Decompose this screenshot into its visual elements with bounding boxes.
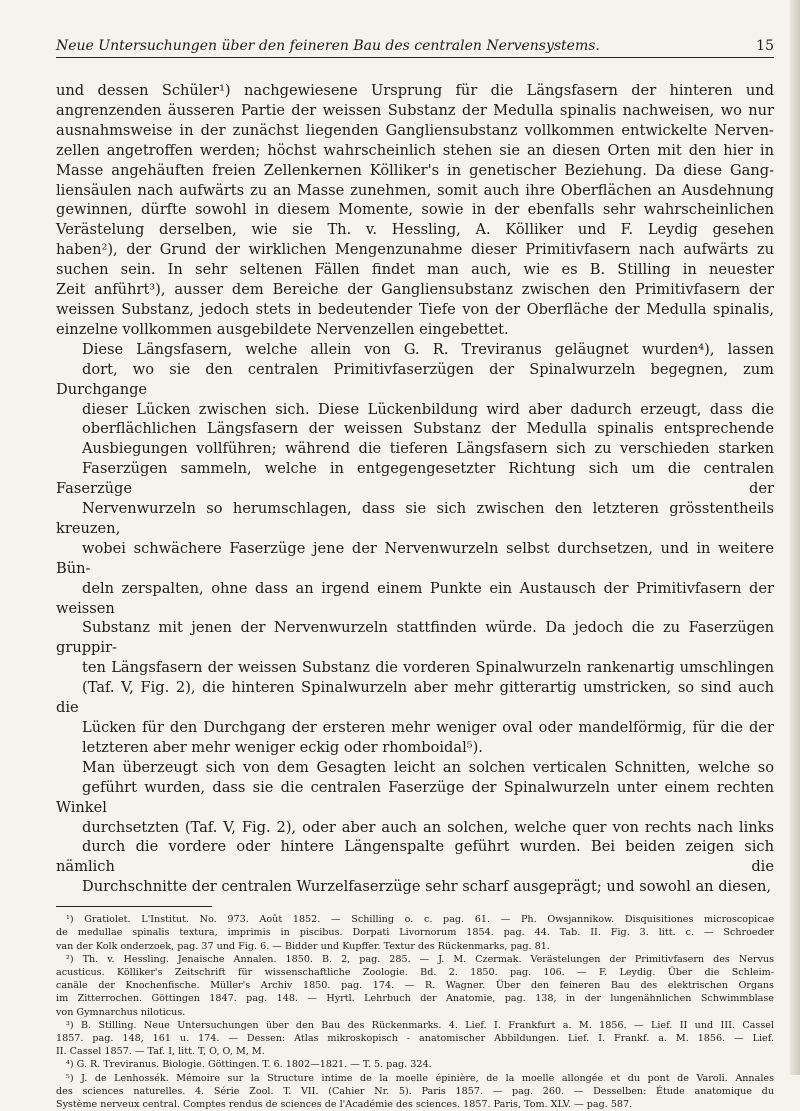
text-line: Lücken für den Durchgang der ersteren mehr weniger oval oder mandelförmig, für die der: [82, 719, 774, 736]
text-line: Zeit anführt³), ausser dem Bereiche der Gangliensubstanz zwischen den Primitivfasern der: [56, 281, 774, 299]
text-line: geführt wurden, dass sie die centralen Faserzüge der Spinalwurzeln unter einem rechten Winkel: [56, 778, 774, 816]
body-text: [56, 81, 774, 897]
text-line: Faserzügen sammeln, welche in entgegengesetzter Richtung sich um die centralen Faserzüge der: [56, 460, 774, 498]
footnote: [56, 1019, 774, 1059]
text-line: Man überzeugt sich von dem Gesagten leicht an solchen verticalen Schnitten, welche so: [82, 758, 774, 776]
footnote-line: van der Kolk onderzoek, pag. 37 und Fig. 6. — Bidder und Kupffer. Textur des Rückenmarks, pag. 81.: [56, 940, 550, 952]
text-line: (Taf. V, Fig. 2), die hinteren Spinalwurzeln aber mehr gitterartig umstricken, so sind auch die: [56, 679, 774, 717]
text-line: letzteren aber mehr weniger eckig oder rhomboidal⁵).: [82, 738, 483, 756]
footnote-line: von Gymnarchus niloticus.: [56, 1006, 186, 1018]
footnote-rule: [56, 906, 212, 907]
footnote-line: ¹) Gratiolet. L'Institut. No. 973. Août 1852. — Schilling o. c. pag. 61. — Ph. Owsjannikow. Disquisitiones microscopicae: [66, 914, 774, 926]
footnote-line: 1857. pag. 148, 161 u. 174. — Dessen: Atlas mikroskopisch - anatomischer Abbildungen. Lief. I. Frankf. a. M. 1856. — Lief.: [56, 1032, 774, 1044]
page-number: 15: [756, 38, 774, 54]
text-line: Verästelung derselben, wie sie Th. v. Hessling, A. Kölliker und F. Leydig gesehen: [56, 221, 774, 239]
text-line: durchsetzten (Taf. V, Fig. 2), oder aber auch an solchen, welche quer von rechts nach links: [82, 818, 774, 836]
footnote-line: de medullae spinalis textura, imprimis in piscibus. Dorpati Livornorum 1854. pag. 44. Tab. II. Fig. 3. litt. c. — Schroeder: [56, 927, 774, 939]
footnote-line: ³) B. Stilling. Neue Untersuchungen über den Bau des Rückenmarks. 4. Lief. I. Frankfurt a. M. 1856. — Lief. II und III. Cassel: [66, 1019, 774, 1031]
footnote-line: ⁵) J. de Lenhossék. Mémoire sur la Structure intime de la moelle épinière, de la moelle allongée et du pont de Varoli. Annales: [66, 1072, 774, 1084]
text-line: gewinnen, dürfte sowohl in diesem Momente, sowie in der ebenfalls sehr wahrscheinlichen: [56, 201, 774, 219]
running-head: [56, 38, 774, 58]
text-line: ausnahmsweise in der zunächst liegenden Gangliensubstanz vollkommen entwickelte Nerven-: [56, 121, 774, 139]
footnote-line: Système nerveux central. Comptes rendus de sciences de l'Académie des sciences. 1857. Paris, Tom. XLV. — pag. 587.: [56, 1099, 633, 1110]
footnote-line: canäle der Knochenfische. Müller's Archiv 1850. pag. 174. — R. Wagner. Über den feineren Bau des elektrischen Organs: [56, 980, 774, 992]
page-edge-shadow: [790, 0, 800, 1075]
text-line: Masse angehäuften freien Zellenkernen Kölliker's in genetischer Beziehung. Da diese Gang-: [56, 161, 774, 179]
paragraph: [56, 340, 774, 758]
footnote: [56, 913, 774, 953]
text-line: einzelne vollkommen ausgebildete Nervenzellen eingebettet.: [56, 320, 509, 338]
page: [56, 38, 774, 1111]
text-line: oberflächlichen Längsfasern der weissen Substanz der Medulla spinalis entsprechende: [82, 420, 774, 438]
text-line: liensäulen nach aufwärts zu an Masse zunehmen, somit auch ihre Oberflächen an Ausdehnung: [56, 181, 774, 199]
text-line: Ausbiegungen vollführen; während die tieferen Längsfasern sich zu verschieden starken: [82, 440, 774, 458]
text-line: zellen angetroffen werden; höchst wahrscheinlich stehen sie an diesen Orten mit den hier in: [56, 141, 774, 159]
text-line: ten Längsfasern der weissen Substanz die vorderen Spinalwurzeln rankenartig umschlingen: [82, 659, 774, 677]
footnote: [56, 1058, 774, 1071]
paragraph: [56, 81, 774, 340]
text-line: Durchschnitte der centralen Wurzelfaserzüge sehr scharf ausgeprägt; und sowohl an diesen,: [82, 878, 772, 896]
text-line: Substanz mit jenen der Nervenwurzeln stattfinden würde. Da jedoch die zu Faserzügen gruppir-: [56, 619, 774, 657]
text-line: dieser Lücken zwischen sich. Diese Lückenbildung wird aber dadurch erzeugt, dass die: [82, 400, 774, 418]
footnote-line: II. Cassel 1857. — Taf. I, litt. T, O, O, M, M.: [56, 1046, 265, 1058]
footnote: [56, 953, 774, 1019]
text-line: dort, wo sie den centralen Primitivfaserzügen der Spinalwurzeln begegnen, zum Durchgange: [56, 360, 774, 398]
text-line: durch die vordere oder hintere Längenspalte geführt wurden. Bei beiden zeigen sich nämlich die: [56, 838, 774, 876]
footnote-line: ²) Th. v. Hessling. Jenaische Annalen. 1850. B. 2, pag. 285. — J. M. Czermak. Verästelungen der Primitivfasern des Nervus: [66, 953, 774, 965]
running-title: Neue Untersuchungen über den feineren Bau des centralen Nervensystems.: [56, 38, 600, 54]
text-line: deln zerspalten, ohne dass an irgend einem Punkte ein Austausch der Primitivfasern der weissen: [56, 579, 774, 617]
text-line: angrenzenden äusseren Partie der weissen Substanz der Medulla spinalis nachweisen, wo nur: [56, 101, 774, 119]
footnotes: [56, 913, 774, 1111]
text-line: und dessen Schüler¹) nachgewiesene Ursprung für die Längsfasern der hinteren und: [56, 82, 774, 99]
footnote-line: des sciences naturelles. 4. Série Zool. T. VII. (Cahier Nr. 5). Paris 1857. — pag. 260. — Desselben: Étude anatomique du: [56, 1085, 774, 1097]
footnote: [56, 1072, 774, 1111]
text-line: haben²), der Grund der wirklichen Mengenzunahme dieser Primitivfasern nach aufwärts zu: [56, 241, 774, 259]
text-line: Diese Längsfasern, welche allein von G. R. Treviranus geläugnet wurden⁴), lassen: [82, 340, 774, 358]
text-line: Nervenwurzeln so herumschlagen, dass sie sich zwischen den letzteren grösstentheils kreuzen,: [56, 500, 774, 537]
text-line: suchen sein. In sehr seltenen Fällen findet man auch, wie es B. Stilling in neuester: [56, 261, 774, 279]
text-line: weissen Substanz, jedoch stets in bedeutender Tiefe von der Oberfläche der Medulla spinalis,: [56, 300, 774, 318]
footnote-line: im Zitterrochen. Göttingen 1847. pag. 148. — Hyrtl. Lehrbuch der Anatomie, pag. 138, in der lungenähnlichen Schwimmblase: [56, 993, 774, 1005]
paragraph: [56, 758, 774, 897]
footnote-line: acusticus. Kölliker's Zeitschrift für wissenschaftliche Zoologie. Bd. 2. 1850. pag. 106. — F. Leydig. Über die Schleim-: [56, 966, 774, 978]
text-line: wobei schwächere Faserzüge jene der Nervenwurzeln selbst durchsetzen, und in weitere Bün-: [56, 539, 774, 577]
footnote-line: ⁴) G. R. Treviranus. Biologie. Göttingen. T. 6. 1802—1821. — T. 5. pag. 324.: [66, 1059, 432, 1071]
